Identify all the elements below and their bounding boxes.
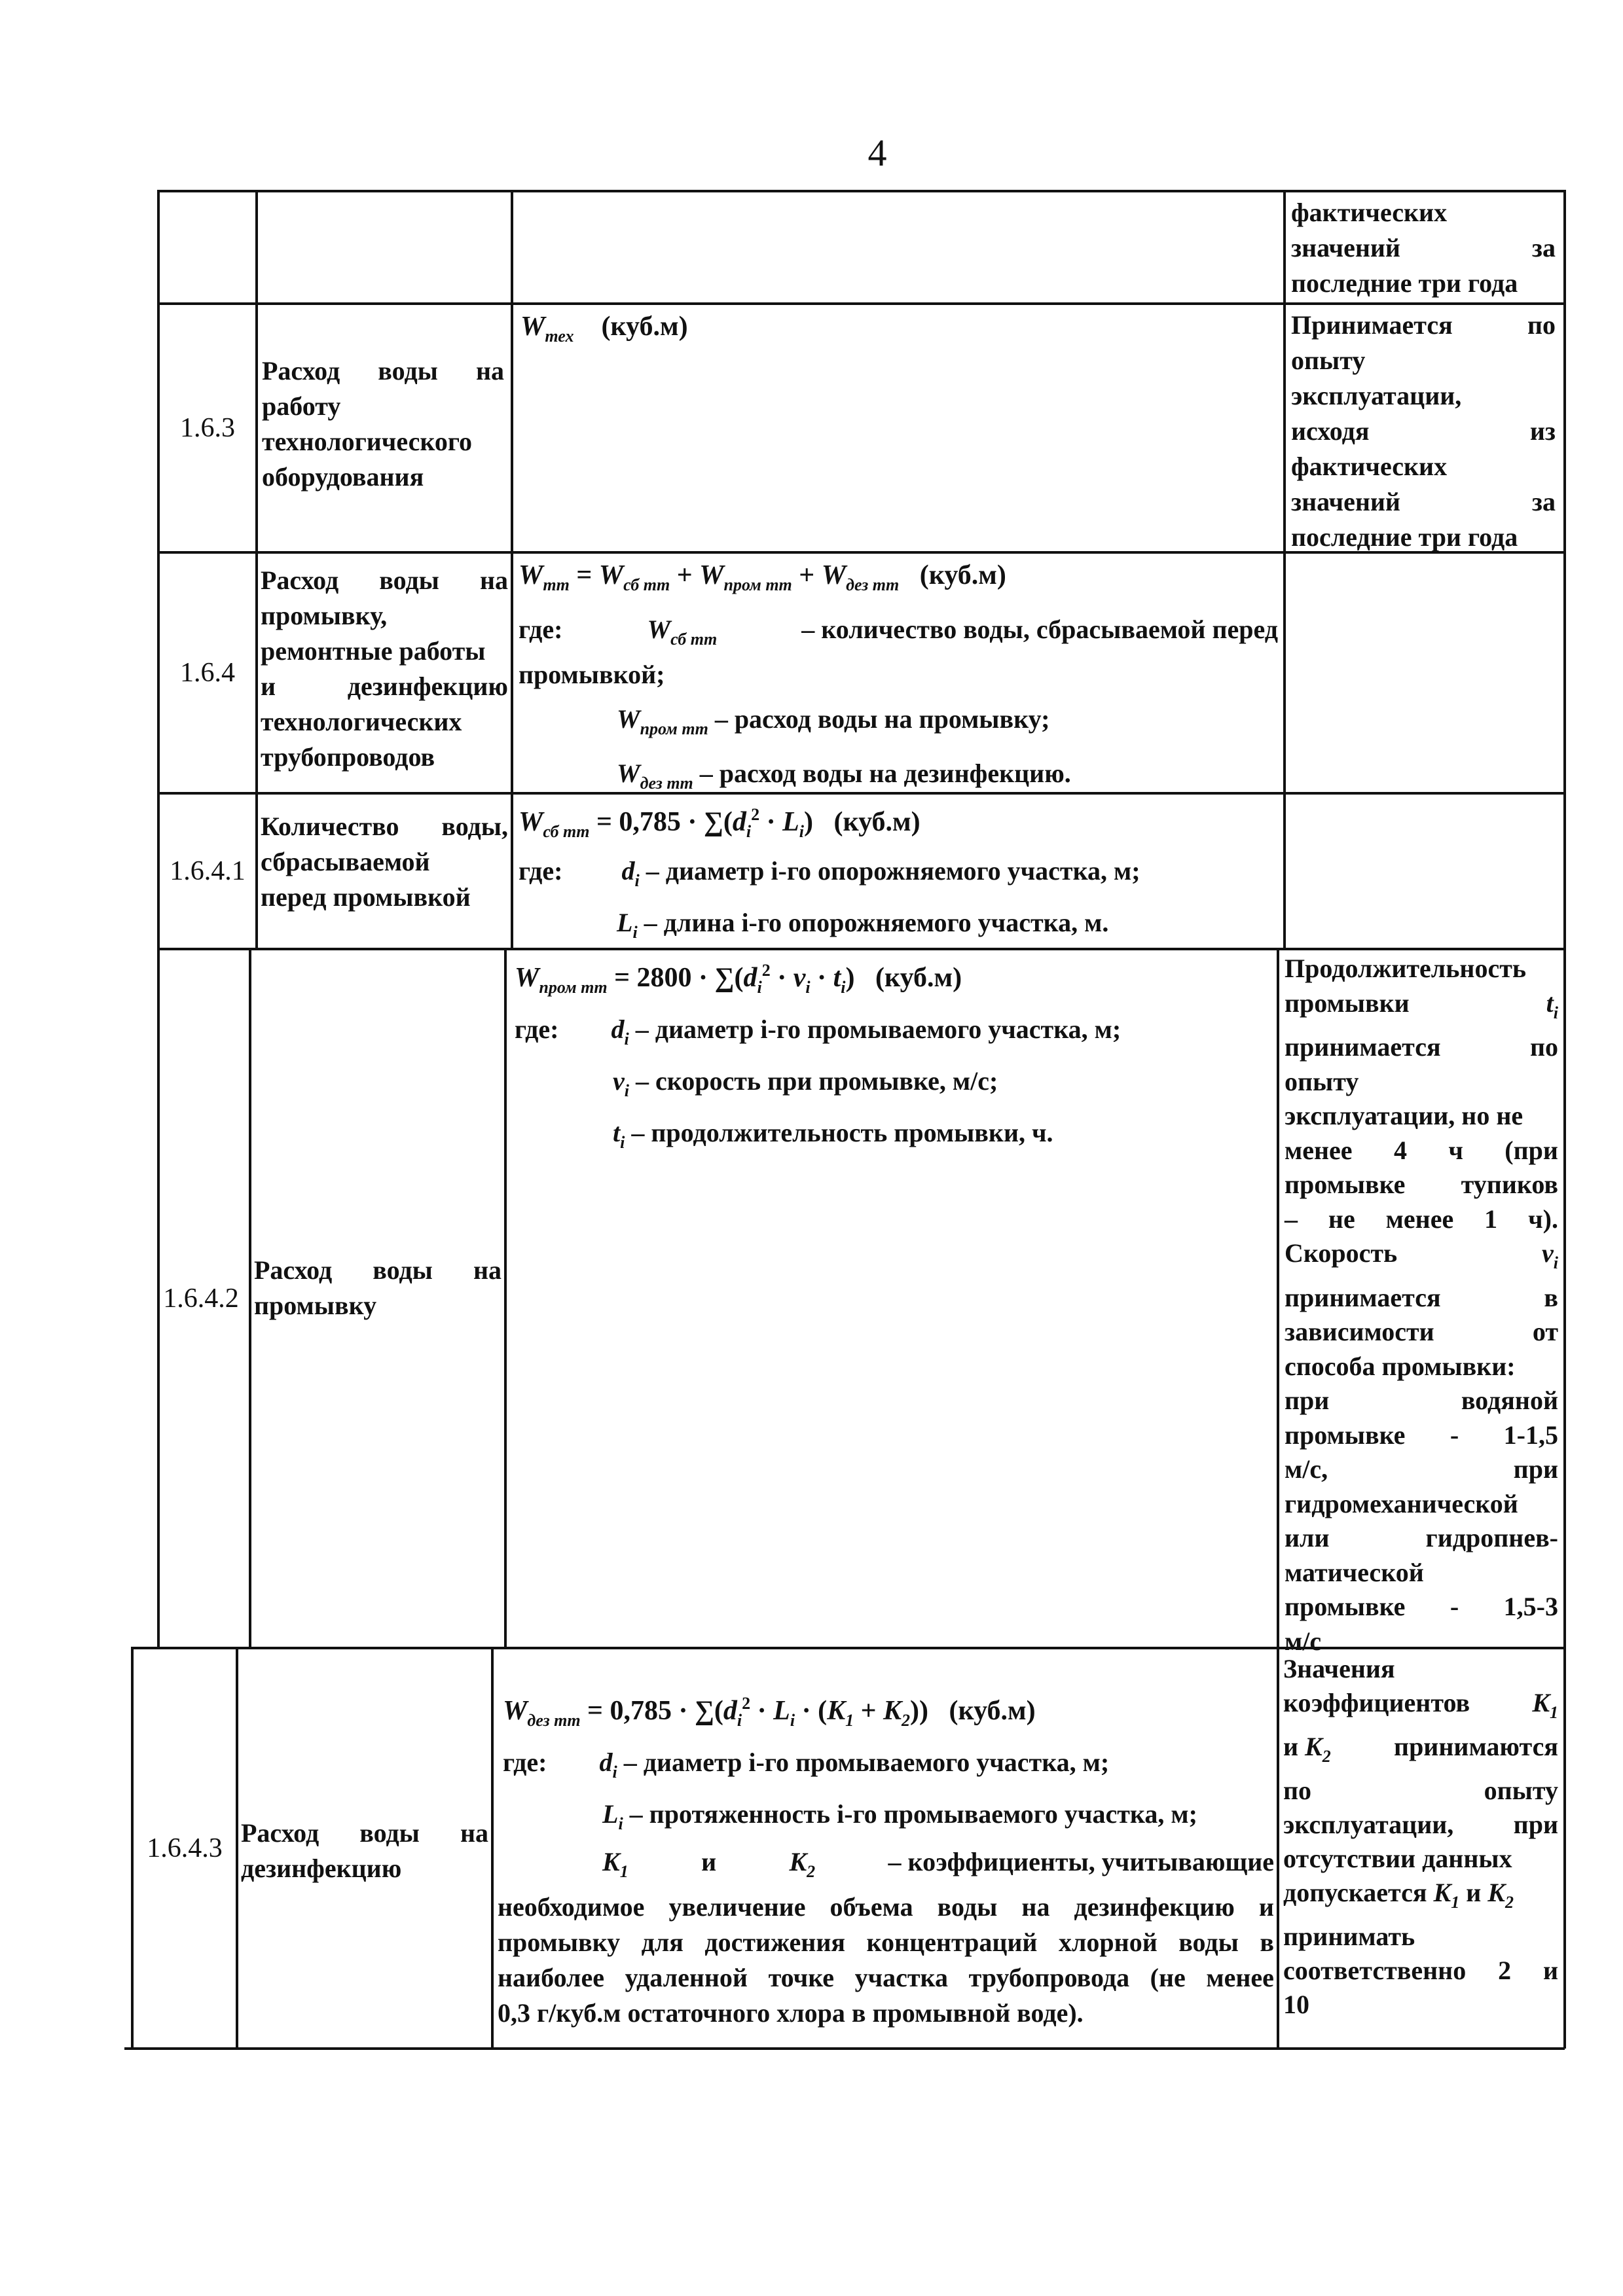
note-line: последние три года	[1291, 268, 1518, 298]
name-line: оборудования	[262, 462, 424, 492]
note-line: допускается $K_1$ и $K_2$	[1283, 1878, 1514, 1912]
row-note	[1291, 308, 1556, 555]
row-number: 1.6.4.3	[147, 1833, 223, 1863]
note-line: 10	[1283, 1990, 1309, 2019]
formula-block: $W_{дез тт} = 0,785 \cdot \sum(d_i^2 \cdot L_i \cdot (K_1 + K_2))$ (куб.м) где: $d_i$ – диаметр i-го промываемого участка, м; $L_i$ – протяженность i-го промываемого участка, м; $K_1$ и $K_2$ – коэффициенты, учитывающие необходимое увеличение объема воды на дезинфекцию и промывку для достижения концентраций хлорной воды в наиболее удаленной точке участка трубопровода (не менее 0,3 г/куб.м остаточного хлора в промывной воде).	[498, 1686, 1274, 2031]
row-name	[254, 1253, 501, 1323]
name-line: ремонтные работы	[261, 636, 486, 666]
definition: – длина i-го опорожняемого участка, м.	[644, 908, 1109, 937]
note-line: принимается по	[1285, 1032, 1558, 1062]
name-line: трубопроводов	[261, 742, 435, 772]
note-line: Значения	[1283, 1654, 1395, 1683]
name-line: технологического	[262, 427, 473, 456]
definition: – расход воды на дезинфекцию.	[699, 759, 1071, 788]
definition: – диаметр i-го промываемого участка, м;	[635, 1014, 1122, 1044]
note-line: опыту	[1285, 1066, 1359, 1096]
formula-block: $W_{сб тт} = 0,785 \cdot \sum(d_i^2 \cdot L_i)$ (куб.м) где: $d_i$ – диаметр i-го опорожняемого участка, м; $L_i$ – длина i-го опорожняемого участка, м.	[519, 797, 1278, 950]
note-line: промывке тупиков	[1285, 1170, 1558, 1199]
definition: – скорость при промывке, м/с;	[636, 1066, 998, 1096]
row-name	[261, 809, 508, 915]
note-line: или гидропнев-	[1285, 1523, 1558, 1552]
definition: – продолжительность промывки, ч.	[631, 1118, 1053, 1147]
note-line: исходя из	[1291, 416, 1556, 446]
note-line: опыту	[1291, 346, 1366, 375]
note-line: Принимается по	[1291, 310, 1556, 340]
row-cont-note	[1291, 195, 1556, 301]
note-line: м/с, при	[1285, 1454, 1558, 1484]
note-line: коэффициентов $K_1$	[1283, 1688, 1558, 1722]
text-line: необходимое увеличение объема воды на дезинфекцию и	[498, 1892, 1274, 1922]
name-line: дезинфекцию	[241, 1854, 402, 1883]
definition-cont: промывкой;	[519, 660, 665, 689]
formula-unit: (куб.м)	[601, 312, 688, 342]
text-line: 0,3 г/куб.м остаточного хлора в промывной воде).	[498, 1998, 1084, 2028]
name-line: Расход воды на	[261, 565, 508, 595]
conjunction: и	[701, 1847, 717, 1876]
formula: $W_{пром тт} = 2800 \cdot \sum(d_i^2 \cdot v_i \cdot t_i)$ (куб.м)	[515, 961, 962, 997]
page-number: 4	[867, 132, 887, 174]
note-line: гидромеханической	[1285, 1488, 1518, 1518]
name-line: работу	[262, 391, 341, 421]
formula-subscript: тех	[545, 327, 574, 346]
note-line: менее 4 ч (при	[1285, 1135, 1558, 1165]
row-name	[241, 1816, 488, 1886]
formula-subscript: дез тт	[640, 774, 693, 793]
row-number: 1.6.4.1	[170, 856, 246, 886]
note-line: промывки $t_i$	[1285, 988, 1558, 1022]
formula-subscript: пром тт	[640, 719, 708, 738]
note-line: отсутствии данных	[1283, 1844, 1512, 1873]
formula-subscript: сб тт	[670, 630, 718, 649]
note-line: фактических	[1291, 198, 1448, 227]
note-line: – не менее 1 ч).	[1285, 1204, 1558, 1234]
note-line: м/с	[1285, 1626, 1322, 1656]
note-line: промывке - 1-1,5	[1285, 1420, 1558, 1450]
text-line: наиболее удаленной точке участка трубопровода (не менее	[498, 1963, 1274, 1992]
formula-block: $W_{пром тт} = 2800 \cdot \sum(d_i^2 \cdot v_i \cdot t_i)$ (куб.м) где: $d_i$ – диаметр i-го промываемого участка, м; $v_i$ – скорость при промывке, м/с; $t_i$ – продолжительность промывки, ч.	[515, 953, 1274, 1160]
note-line: и $K_2$ принимаются	[1283, 1732, 1558, 1766]
where-label: где:	[515, 1014, 559, 1044]
definition: – диаметр i-го опорожняемого участка, м;	[646, 856, 1140, 886]
name-line: перед промывкой	[261, 882, 471, 912]
note-line: Продолжительность	[1285, 954, 1527, 983]
name-line: Расход воды на	[254, 1255, 501, 1285]
note-line: фактических	[1291, 452, 1448, 481]
note-line: промывке - 1,5-3	[1285, 1592, 1558, 1621]
name-line: сбрасываемой	[261, 847, 430, 876]
name-line: Расход воды на	[262, 356, 504, 386]
where-label: где:	[519, 615, 563, 644]
note-line: принимается в	[1285, 1282, 1558, 1312]
name-line: промывку,	[261, 601, 388, 630]
row-number: 1.6.4.2	[163, 1283, 239, 1314]
row-note	[1285, 952, 1558, 1659]
row-name	[261, 563, 508, 775]
definition: – коэффициенты, учитывающие	[888, 1847, 1274, 1876]
formula	[520, 309, 688, 354]
note-line: принимать	[1283, 1922, 1415, 1951]
name-line: Количество воды,	[261, 812, 508, 841]
note-line: эксплуатации,	[1291, 381, 1462, 410]
note-line: соответственно 2 и	[1283, 1956, 1558, 1985]
note-line: значений за	[1291, 233, 1556, 262]
note-line: по опыту	[1283, 1776, 1558, 1805]
definition: – расход воды на промывку;	[714, 704, 1050, 734]
note-line: при водяной	[1285, 1386, 1558, 1415]
note-line: эксплуатации, но не	[1285, 1101, 1523, 1130]
note-line: матической	[1285, 1557, 1424, 1587]
row-number: 1.6.4	[180, 658, 235, 688]
formula-block: $W_{тт} = W_{сб тт} + W_{пром тт} + W_{дез тт}$ (куб.м) где: $W_{сб тт}$ – количество воды, сбрасываемой перед промывкой; $W_{пром тт}$ – расход воды на промывку; $W_{дез тт}$ – расход воды на дезинфекцию.	[519, 558, 1278, 801]
note-line: последние три года	[1291, 522, 1518, 552]
formula: $W_{тт} = W_{сб тт} + W_{пром тт} + W_{дез тт}$ (куб.м)	[519, 560, 1006, 594]
row-number: 1.6.3	[180, 413, 235, 443]
where-label: где:	[503, 1748, 547, 1777]
definition: – количество воды, сбрасываемой перед	[801, 615, 1278, 644]
note-line: зависимости от	[1285, 1317, 1558, 1346]
note-line: значений за	[1291, 487, 1556, 516]
text-line: промывку для достижения концентраций хлорной воды в	[498, 1928, 1274, 1957]
where-label: где:	[519, 856, 563, 886]
name-line: и дезинфекцию	[261, 672, 508, 701]
row-name	[262, 353, 504, 495]
note-line: Скорость $v_i$	[1285, 1238, 1558, 1272]
name-line: Расход воды на	[241, 1818, 488, 1848]
row-note	[1283, 1652, 1558, 2022]
name-line: промывку	[254, 1291, 377, 1320]
formula: $W_{дез тт} = 0,785 \cdot \sum(d_i^2 \cdot L_i \cdot (K_1 + K_2))$ (куб.м)	[503, 1694, 1036, 1730]
definition: – диаметр i-го промываемого участка, м;	[623, 1748, 1110, 1777]
note-line: эксплуатации, при	[1283, 1810, 1558, 1839]
note-line: способа промывки:	[1285, 1351, 1516, 1381]
name-line: технологических	[261, 707, 462, 736]
definition: – протяженность i-го промываемого участка, м;	[629, 1799, 1197, 1829]
formula: $W_{сб тт} = 0,785 \cdot \sum(d_i^2 \cdot L_i)$ (куб.м)	[519, 805, 921, 841]
formula-symbol: W	[520, 312, 545, 342]
